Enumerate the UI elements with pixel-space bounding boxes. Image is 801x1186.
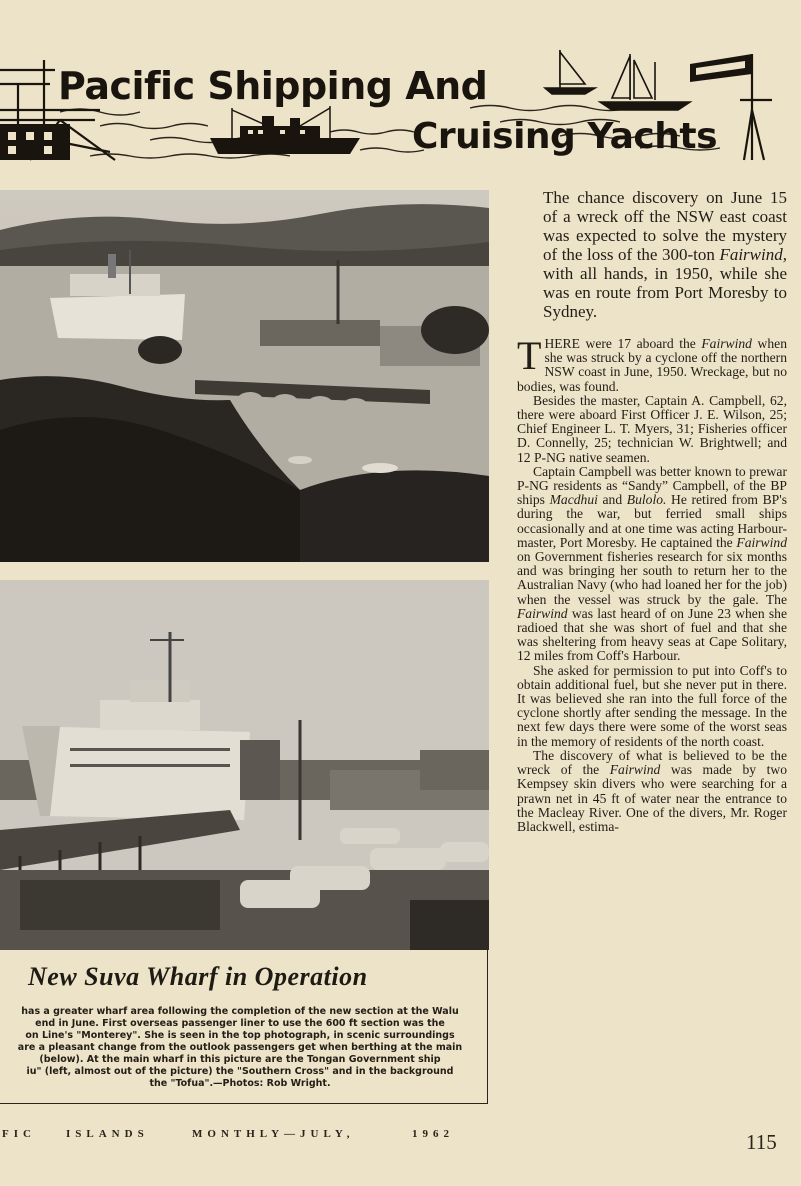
article-paragraph: Besides the master, Captain A. Campbell, 62, there were aboard First Officer J. E. Wilson, 25; Chief Engineer L. T. Myers, 31; Fisheries officer D. Connelly, 25; technician W. Brightwell; and 12 P-NG native seamen.	[517, 392, 787, 465]
caption-line: (below). At the main wharf in this picture are the Tongan Government ship	[39, 1054, 441, 1065]
drop-cap: T	[517, 333, 542, 378]
caption-text	[0, 1006, 480, 1090]
footer-issue-date: MONTHLY—JULY,	[192, 1128, 355, 1140]
page-number: 115	[746, 1130, 777, 1154]
footer-magazine-name: ISLANDS	[66, 1128, 149, 1140]
headline-line-2: Cruising Yachts	[412, 116, 718, 157]
caption-line: on Line's "Monterey". She is seen in the top photograph, in scenic surroundings	[25, 1030, 455, 1041]
harbour-and-bridge-photo	[0, 190, 489, 562]
caption-line: are a pleasant change from the outlook passengers get when berthing at the main	[17, 1042, 463, 1053]
article-paragraph: Captain Campbell was better known to prewar P-NG residents as “Sandy” Campbell, of the BP ships Macdhui and Bulolo. He retired from BP's during the war, but ferried small ships occasionally and at one time was acting Harbour-master, Port Moresby. He captained the Fairwind on Government fisheries research for six months and was bringing her south to return her to the Australian Navy (who had loaned her for the job) when the vessel was struck by the gale. The Fairwind was last heard of on June 23 when she radioed that she was short of fuel and that she was sheltering from heavy seas at Cape Solitary, 12 miles from Coff's Harbour.	[517, 463, 787, 664]
article-lede: The chance discovery on June 15 of a wreck off the NSW east coast was expected to solve the mystery of the loss of the 300-ton Fairwind, with all hands, in 1950, while she was en route from Port Moresby to Sydney.	[543, 188, 787, 321]
caption-title: New Suva Wharf in Operation	[28, 962, 368, 991]
article-paragraph: The discovery of what is believed to be the wreck of the Fairwind was made by two Kempsey skin divers who were searching for a prawn net in 45 ft of water near the entrance to the Macleay River. One of the divers, Mr. Roger Blackwell, estima-	[517, 747, 787, 834]
article-paragraph: She asked for permission to put into Coff's to obtain additional fuel, but she never put in there. It was believed she ran into the full force of the cyclone shortly after sending the message. In the next few days there were some of the worst seas in the memory of residents of the north coast.	[517, 662, 787, 749]
headline-line-1: Pacific Shipping And	[58, 64, 488, 108]
article-body	[517, 333, 787, 834]
article-paragraph: THERE were 17 aboard the Fairwind when she was struck by a cyclone off the northern NSW coast in June, 1950. Wreckage, but no bodies, was found.	[517, 333, 787, 394]
footer-magazine-name-start: FIC	[2, 1128, 36, 1140]
liner-at-wharf-photo	[0, 580, 489, 950]
caption-line: has a greater wharf area following the completion of the new section at the Walu	[21, 1006, 459, 1017]
photo-caption-box	[0, 950, 488, 1104]
article-column	[517, 188, 787, 834]
caption-line: iu" (left, almost out of the picture) the "Southern Cross" and in the background	[26, 1066, 454, 1077]
header-banner	[0, 40, 801, 170]
footer-year: 1962	[412, 1128, 454, 1140]
caption-line: end in June. First overseas passenger liner to use the 600 ft section was the	[35, 1018, 445, 1029]
caption-line: the "Tofua".—Photos: Rob Wright.	[149, 1078, 331, 1089]
